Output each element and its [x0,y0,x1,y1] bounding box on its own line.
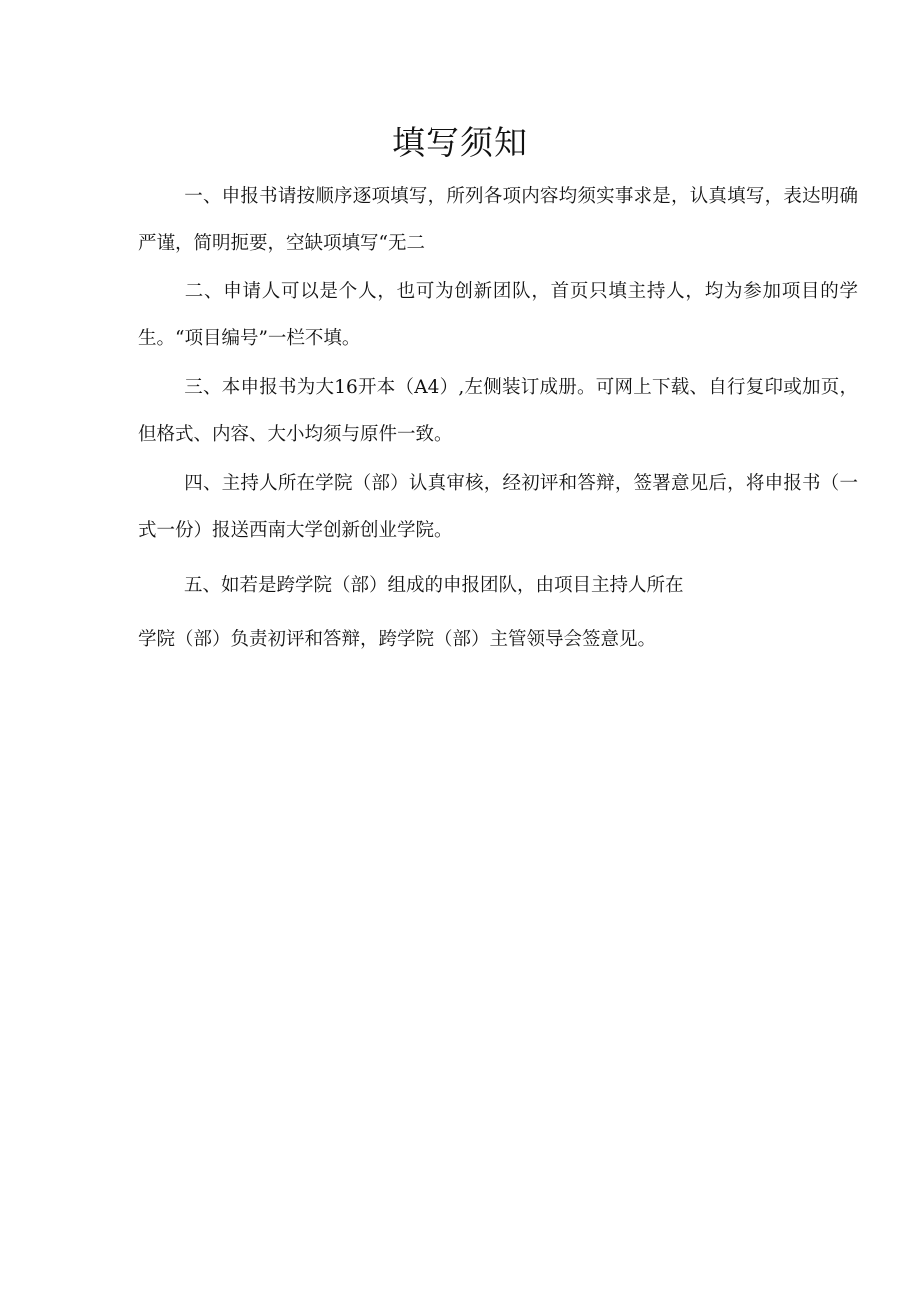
paragraph-text: 一、申报书请按顺序逐项填写，所列各项内容均须实事求是，认真填写，表达明确严谨，简明扼要，空缺项填写“无二 [138,186,858,254]
instruction-paragraph-2 [138,268,858,362]
instruction-paragraph-1 [138,173,858,267]
page-title: 填写须知 [392,123,528,162]
instruction-paragraph-5-line-2: 学院（部）负责初评和答辩，跨学院（部）主管领导会签意见。 [138,629,657,650]
paragraph-text: 四、主持人所在学院（部）认真审核，经初评和答辩，签署意见后，将申报书（一式一份）报送西南大学创新创业学院。 [138,473,858,541]
instruction-paragraph-5-line-1: 五、如若是跨学院（部）组成的申报团队，由项目主持人所在 [184,575,684,596]
paragraph-text: 三、本申报书为大16开本（A4）,左侧装订成册。可网上下载、自行复印或加页，但格式、内容、大小均须与原件一致。 [138,377,858,445]
instruction-paragraph-3 [138,364,858,458]
instruction-paragraph-4 [138,460,858,554]
paragraph-text: 二、申请人可以是个人，也可为创新团队，首页只填主持人，均为参加项目的学生。“项目编号”一栏不填。 [138,281,858,349]
